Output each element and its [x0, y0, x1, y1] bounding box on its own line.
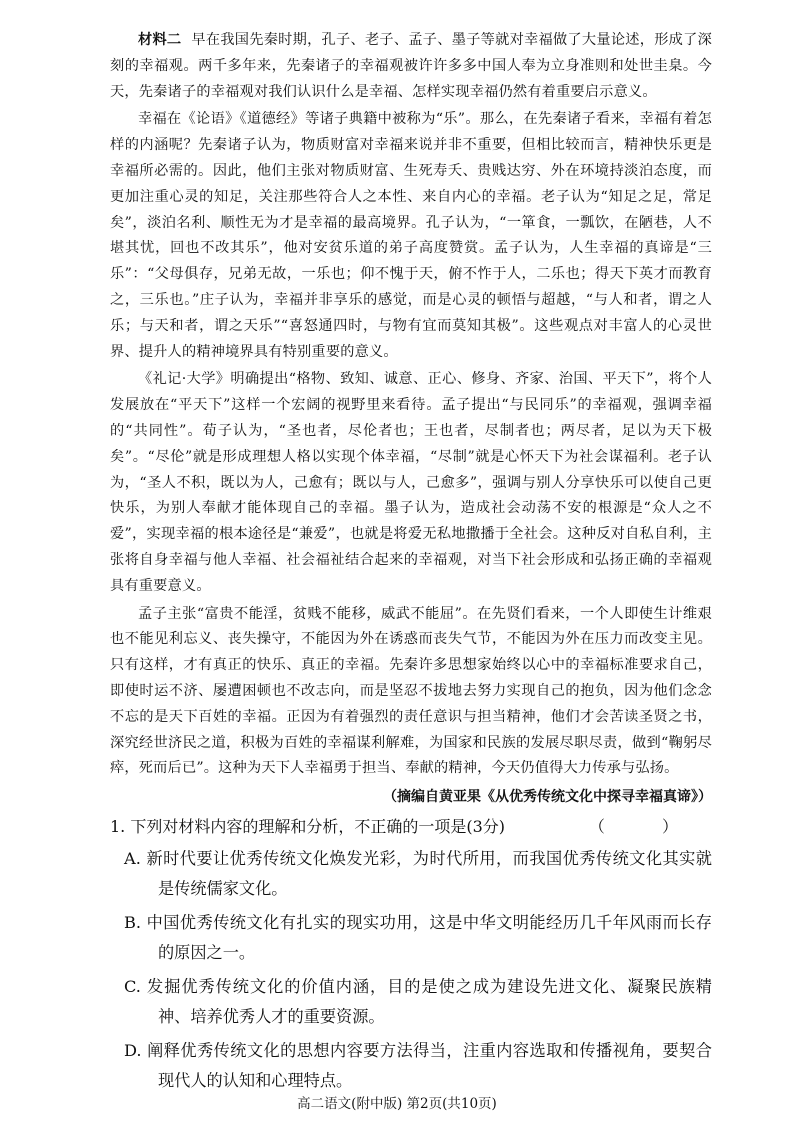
option-a: A. 新时代要让优秀传统文化焕发光彩，为时代所用，而我国优秀传统文化其实就是传统儒家文化。	[124, 849, 712, 899]
material-paragraph-1: 材料二 早在我国先秦时期，孔子、老子、孟子、墨子等就对幸福做了大量论述，形成了深刻的幸福观。两千多年来，先秦诸子的幸福观被许许多多中国人奉为立身准则和处世圭臬。今天，先秦诸子的幸福观对我们认识什么是幸福、怎样实现幸福仍然有着重要启示意义。	[110, 32, 712, 100]
page-footer: 高二语文(附中版) 第2页(共10页)	[297, 1096, 497, 1112]
answer-bracket: （ ）	[588, 817, 704, 837]
question-stem-text: 1. 下列对材料内容的理解和分析，不正确的一项是(3分)	[110, 817, 506, 837]
option-c: C. 发掘优秀传统文化的价值内涵，目的是使之成为建设先进文化、凝聚民族精神、培养优秀人才的重要资源。	[124, 977, 712, 1027]
material-paragraph-4: 孟子主张“富贵不能淫，贫贱不能移，威武不能屈”。在先贤们看来，一个人即使生计维艰也不能见利忘义、丧失操守，不能因为外在诱惑而丧失气节，不能因为外在压力而改变主见。只有这样，才有真正的快乐、真正的幸福。先秦许多思想家始终以心中的幸福标准要求自己，即使时运不济、屡遭困顿也不改志向，而是坚忍不拔地去努力实现自己的抱负，因为他们念念不忘的是天下百姓的幸福。正因为有着强烈的责任意识与担当精神，他们才会苦读圣贤之书，深究经世济民之道，积极为百姓的幸福谋利解难，为国家和民族的发展尽职尽责，做到“鞠躬尽瘁，死而后已”。这种为天下人幸福勇于担当、奉献的精神，今天仍值得大力传承与弘扬。	[110, 605, 712, 777]
option-d: D. 阐释优秀传统文化的思想内容要方法得当，注重内容选取和传播视角，要契合现代人的认知和心理特点。	[124, 1041, 712, 1091]
material-label: 材料二	[138, 32, 182, 48]
question-stem	[110, 814, 712, 840]
question-1	[110, 814, 712, 1096]
option-b: B. 中国优秀传统文化有扎实的现实功用，这是中华文明能经历几千年风雨而长存的原因之一。	[124, 913, 712, 963]
material-paragraph-2: 幸福在《论语》《道德经》等诸子典籍中被称为“乐”。那么，在先秦诸子看来，幸福有着怎样的内涵呢？先秦诸子认为，物质财富对幸福来说并非不重要，但相比较而言，精神快乐更是幸福所必需的。因此，他们主张对物质财富、生死寿夭、贵贱达穷、外在环境持淡泊态度，而更加注重心灵的知足，关注那些符合人之本性、来自内心的幸福。老子认为“知足之足，常足矣”，淡泊名利、顺性无为才是幸福的最高境界。孔子认为，“一箪食，一瓢饮，在陋巷，人不堪其忧，回也不改其乐”，他对安贫乐道的弟子高度赞赏。孟子认为，人生幸福的真谛是“三乐”：“父母俱存，兄弟无故，一乐也；仰不愧于天，俯不怍于人，二乐也；得天下英才而教育之，三乐也。”庄子认为，幸福并非享乐的感觉，而是心灵的顿悟与超越，“与人和者，谓之人乐；与天和者，谓之天乐”“喜怒通四时，与物有宜而莫知其极”。这些观点对丰富人的心灵世界、提升人的精神境界具有特别重要的意义。	[110, 111, 712, 360]
material-paragraph-3: 《礼记·大学》明确提出“格物、致知、诚意、正心、修身、齐家、治国、平天下”，将个人发展放在“平天下”这样一个宏阔的视野里来看待。孟子提出“与民同乐”的幸福观，强调幸福的“共同性”。荀子认为，“圣也者，尽伦者也；王也者，尽制者也；两尽者，足以为天下极矣”。“尽伦”就是形成理想人格以实现个体幸福，“尽制”就是心怀天下为社会谋福利。老子认为，“圣人不积，既以为人，己愈有；既以与人，己愈多”，强调与别人分享快乐可以使自己更快乐，为别人奉献才能体现自己的幸福。墨子认为，造成社会动荡不安的根源是“众人之不爱”，实现幸福的根本途径是“兼爱”，也就是将爱无私地撒播于全社会。这种反对自私自利，主张将自身幸福与他人幸福、社会福祉结合起来的幸福观，对当下社会形成和弘扬正确的幸福观具有重要意义。	[110, 371, 712, 594]
source-citation: （摘编自黄亚果《从优秀传统文化中探寻幸福真谛》）	[383, 789, 712, 806]
